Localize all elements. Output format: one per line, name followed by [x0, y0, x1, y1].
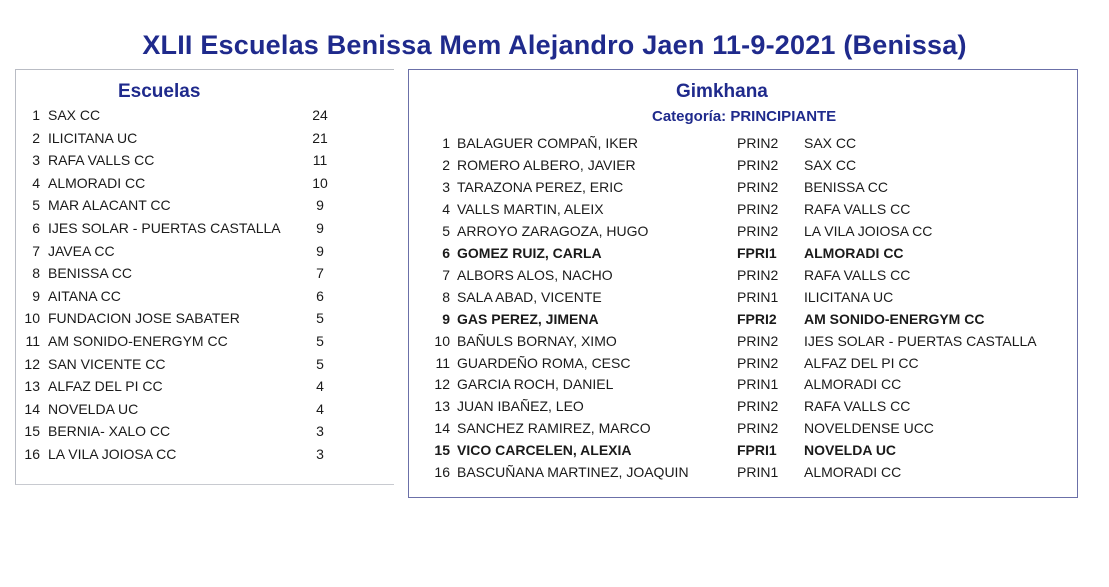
page-title: XLII Escuelas Benissa Mem Alejandro Jaen 11-9-2021 (Benissa) — [142, 30, 967, 60]
escuelas-row — [14, 217, 374, 239]
escuelas-club-name: IJES SOLAR - PUERTAS CASTALLA — [48, 220, 281, 236]
gimkhana-row — [420, 461, 1060, 483]
rider-category: PRIN1 — [737, 288, 779, 305]
rider-name: SALA ABAD, VICENTE — [457, 288, 602, 305]
rider-name: BASCUÑANA MARTINEZ, JOAQUIN — [457, 464, 689, 481]
rider-club: ALMORADI CC — [804, 244, 904, 261]
escuelas-points: 9 — [316, 197, 324, 214]
rider-name: ARROYO ZARAGOZA, HUGO — [457, 222, 649, 239]
gimkhana-row — [420, 286, 1060, 308]
rider-category: PRIN1 — [737, 464, 779, 481]
gimkhana-rank: 10 — [434, 332, 450, 349]
rider-name: ALBORS ALOS, NACHO — [457, 266, 613, 283]
rider-club: NOVELDENSE UCC — [804, 420, 934, 437]
rider-club: BENISSA CC — [804, 178, 889, 195]
rider-name: VALLS MARTIN, ALEIX — [457, 200, 604, 217]
gimkhana-rank: 7 — [442, 266, 450, 283]
gimkhana-rank: 2 — [442, 156, 450, 173]
gimkhana-rank: 15 — [434, 442, 450, 459]
escuelas-rank: 13 — [24, 378, 40, 395]
escuelas-points: 11 — [312, 152, 328, 169]
rider-category: PRIN2 — [737, 420, 779, 437]
rider-name: BAÑULS BORNAY, XIMO — [457, 332, 617, 349]
rider-club: ALMORADI CC — [804, 464, 902, 481]
escuelas-row — [14, 262, 374, 284]
escuelas-row — [14, 194, 374, 216]
escuelas-row — [14, 104, 374, 126]
gimkhana-row — [420, 308, 1060, 330]
escuelas-rank: 3 — [32, 152, 40, 169]
escuelas-row — [14, 307, 374, 329]
escuelas-rank: 12 — [24, 355, 40, 372]
escuelas-points: 6 — [316, 287, 324, 304]
escuelas-club-name: LA VILA JOIOSA CC — [48, 446, 177, 462]
escuelas-rank: 2 — [32, 129, 40, 146]
rider-name: SANCHEZ RAMIREZ, MARCO — [457, 420, 651, 437]
escuelas-club-name: BERNIA- XALO CC — [48, 423, 171, 440]
escuelas-rank: 9 — [32, 287, 40, 304]
rider-club: RAFA VALLS CC — [804, 200, 911, 217]
escuelas-points: 7 — [316, 265, 324, 282]
escuelas-club-name: SAN VICENTE CC — [48, 355, 166, 372]
gimkhana-rank: 14 — [434, 420, 450, 437]
escuelas-points: 4 — [316, 378, 324, 395]
gimkhana-row — [420, 373, 1060, 395]
escuelas-row — [14, 398, 374, 420]
gimkhana-row — [420, 417, 1060, 439]
escuelas-row — [14, 127, 374, 149]
rider-club: RAFA VALLS CC — [804, 398, 911, 415]
rider-category: FPRI1 — [737, 442, 777, 459]
gimkhana-rank: 8 — [442, 288, 450, 305]
escuelas-row — [14, 240, 374, 262]
escuelas-row — [14, 420, 374, 442]
gimkhana-row — [420, 439, 1060, 461]
escuelas-rank: 8 — [32, 265, 40, 282]
gimkhana-rank: 6 — [442, 244, 450, 261]
gimkhana-rank: 13 — [434, 398, 450, 415]
rider-club: IJES SOLAR - PUERTAS CASTALLA — [804, 332, 1037, 349]
escuelas-points: 4 — [316, 400, 324, 417]
escuelas-row — [14, 443, 374, 465]
rider-category: PRIN1 — [737, 376, 779, 393]
rider-club: SAX CC — [804, 156, 857, 173]
escuelas-points: 3 — [316, 446, 324, 462]
rider-category: PRIN2 — [737, 178, 779, 195]
gimkhana-row — [420, 395, 1060, 417]
rider-name: BALAGUER COMPAÑ, IKER — [457, 135, 639, 151]
rider-category: PRIN2 — [737, 398, 779, 415]
rider-club: RAFA VALLS CC — [804, 266, 911, 283]
gimkhana-rank: 4 — [442, 200, 450, 217]
rider-category: PRIN2 — [737, 354, 779, 371]
rider-club: AM SONIDO-ENERGYM CC — [804, 310, 985, 327]
escuelas-row — [14, 285, 374, 307]
rider-category: PRIN2 — [737, 222, 779, 239]
escuelas-row — [14, 375, 374, 397]
escuelas-club-name: AITANA CC — [48, 287, 121, 304]
gimkhana-row — [420, 154, 1060, 176]
gimkhana-row — [420, 352, 1060, 374]
rider-category: PRIN2 — [737, 332, 779, 349]
gimkhana-row — [420, 198, 1060, 220]
escuelas-rank: 15 — [24, 423, 40, 440]
escuelas-points: 3 — [316, 423, 324, 440]
escuelas-points: 5 — [316, 355, 324, 372]
rider-category: FPRI1 — [737, 244, 777, 261]
gimkhana-rank: 3 — [442, 178, 450, 195]
rider-name: GOMEZ RUIZ, CARLA — [457, 244, 602, 261]
escuelas-rank: 4 — [32, 174, 40, 191]
escuelas-points: 9 — [316, 242, 324, 259]
rider-club: ILICITANA UC — [804, 288, 894, 305]
escuelas-rank: 16 — [24, 446, 40, 462]
escuelas-row — [14, 330, 374, 352]
rider-club: LA VILA JOIOSA CC — [804, 222, 933, 239]
escuelas-points: 5 — [316, 310, 324, 327]
gimkhana-row — [420, 264, 1060, 286]
escuelas-club-name: JAVEA CC — [48, 242, 115, 259]
rider-name: TARAZONA PEREZ, ERIC — [457, 178, 624, 195]
gimkhana-rank: 16 — [434, 464, 450, 481]
escuelas-rank: 1 — [32, 107, 40, 123]
gimkhana-rank: 1 — [442, 135, 450, 151]
escuelas-points: 21 — [312, 129, 328, 146]
gimkhana-rank: 12 — [434, 376, 450, 393]
escuelas-club-name: AM SONIDO-ENERGYM CC — [48, 333, 228, 349]
escuelas-points: 10 — [312, 174, 328, 191]
escuelas-row — [14, 149, 374, 171]
rider-name: ROMERO ALBERO, JAVIER — [457, 156, 636, 173]
escuelas-rank: 11 — [25, 333, 40, 349]
rider-category: PRIN2 — [737, 200, 779, 217]
escuelas-points: 5 — [316, 333, 324, 349]
escuelas-club-name: RAFA VALLS CC — [48, 152, 155, 169]
escuelas-rank: 5 — [32, 197, 40, 214]
escuelas-heading: Escuelas — [118, 81, 201, 102]
gimkhana-row — [420, 132, 1060, 154]
rider-club: ALFAZ DEL PI CC — [804, 354, 919, 371]
category-label: Categoría: PRINCIPIANTE — [652, 108, 837, 125]
gimkhana-row — [420, 220, 1060, 242]
escuelas-club-name: SAX CC — [48, 107, 101, 123]
escuelas-points: 9 — [316, 220, 324, 236]
gimkhana-rank: 9 — [442, 310, 450, 327]
escuelas-rank: 7 — [32, 242, 40, 259]
rider-name: GAS PEREZ, JIMENA — [457, 310, 599, 327]
gimkhana-row — [420, 330, 1060, 352]
rider-club: NOVELDA UC — [804, 442, 897, 459]
escuelas-club-name: MAR ALACANT CC — [48, 197, 171, 214]
escuelas-club-name: ALMORADI CC — [48, 174, 146, 191]
rider-name: GARCIA ROCH, DANIEL — [457, 376, 614, 393]
gimkhana-rank: 11 — [435, 354, 450, 371]
escuelas-club-name: FUNDACION JOSE SABATER — [48, 310, 240, 327]
rider-club: SAX CC — [804, 135, 857, 151]
gimkhana-row — [420, 176, 1060, 198]
rider-name: GUARDEÑO ROMA, CESC — [457, 354, 631, 371]
escuelas-rank: 6 — [32, 220, 40, 236]
escuelas-points: 24 — [312, 107, 328, 123]
escuelas-rank: 14 — [24, 400, 40, 417]
rider-category: PRIN2 — [737, 135, 779, 151]
rider-category: PRIN2 — [737, 266, 779, 283]
rider-category: FPRI2 — [737, 310, 777, 327]
rider-name: JUAN IBAÑEZ, LEO — [457, 398, 584, 415]
rider-name: VICO CARCELEN, ALEXIA — [457, 442, 632, 459]
gimkhana-heading: Gimkhana — [676, 81, 768, 102]
escuelas-club-name: ALFAZ DEL PI CC — [48, 378, 163, 395]
gimkhana-row — [420, 242, 1060, 264]
escuelas-club-name: NOVELDA UC — [48, 400, 139, 417]
escuelas-club-name: ILICITANA UC — [48, 129, 138, 146]
rider-club: ALMORADI CC — [804, 376, 902, 393]
rider-category: PRIN2 — [737, 156, 779, 173]
escuelas-row — [14, 172, 374, 194]
escuelas-rank: 10 — [24, 310, 40, 327]
gimkhana-rank: 5 — [442, 222, 450, 239]
escuelas-club-name: BENISSA CC — [48, 265, 133, 282]
escuelas-row — [14, 353, 374, 375]
